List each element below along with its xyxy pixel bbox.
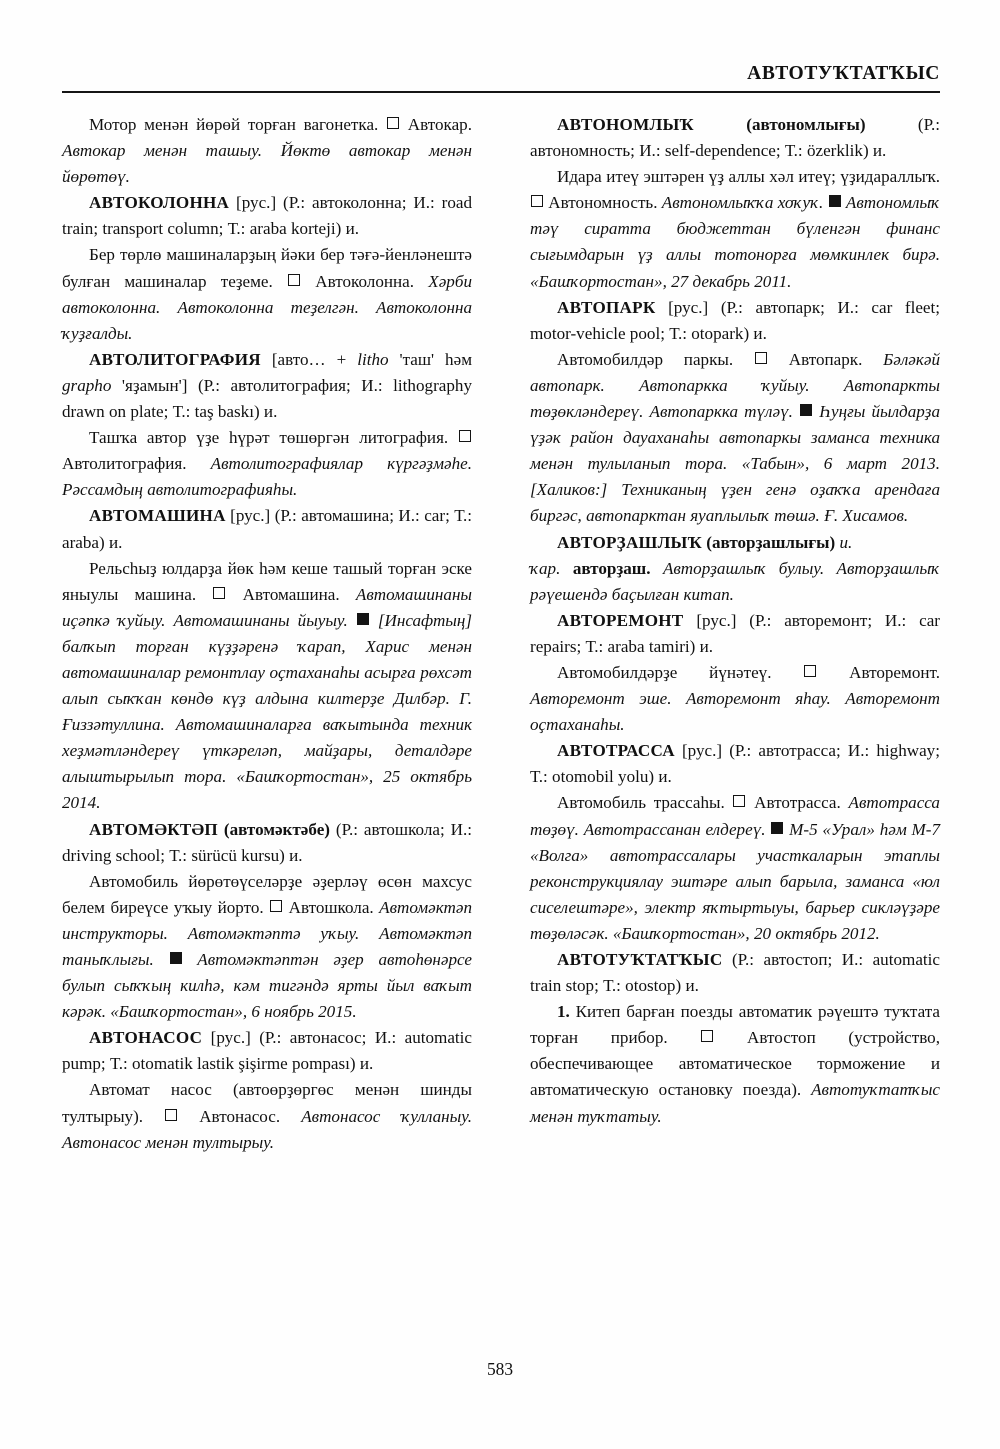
gloss-block: (Р.: автолитография; И.: lithography drawn on plate; Т.: taş baskı) и. — [62, 375, 472, 422]
source-tag: [рус.] — [681, 741, 723, 761]
filled-square-marker — [170, 952, 182, 964]
definition-text: Рельсһыҙ юлдарҙа йөк һәм кеше ташый торған эске яныулы машина. Автомашина. Автомашинаны иҫәпкә ҡуйыу. Автомашинаны йыуыу. — [62, 558, 472, 630]
entry-continuation-avtokar — [62, 112, 472, 190]
usage-example: Автокар менән ташыу. Йөктө автокар менән йөрөтөү. — [62, 141, 472, 187]
inflected-form: (автономлығы) — [746, 115, 866, 134]
usage-example: Автономлыҡҡа хоҡуҡ. — [661, 193, 824, 213]
usage-example: Автотуҡтатҡыс менән туҡтатыу. — [530, 1080, 940, 1126]
gloss-block: (Р.: автошкола; И.: driving school; Т.: sürücü kursu) и. — [62, 819, 472, 865]
open-square-marker — [755, 352, 767, 364]
source-tag: [рус.] — [668, 297, 709, 317]
usage-example: Авторемонт эше. Авторемонт яһау. Авторемонт оҫтаханаһы. — [530, 689, 940, 735]
definition-text: Китеп барған поезды автоматик рәүештә туҡтата торған прибор. Автостоп (устройство, обеспечивающее автоматическое торможение и автоматическую остановку поезда). Автотуҡтатҡыс менән туҡтатыу. — [530, 1002, 940, 1126]
usage-example: Автомәктәп инструкторы. Автомәктәптә уҡыу. Автомәктәп таныҡлығы. — [62, 897, 472, 969]
headword: АВТОПАРК — [557, 297, 656, 317]
headword: АВТОНОМЛЫҠ — [557, 115, 694, 134]
headword: АВТОКОЛОННА — [89, 193, 230, 213]
open-square-marker — [288, 274, 300, 286]
column-container — [62, 112, 940, 1337]
entry-avtokolonna-head — [62, 190, 472, 242]
citation-text: [Инсафтың] балҡып торған күҙҙәренә ҡарап, Харис менән автомашиналар ремонтлау оҫтаханаһы асырға рөхсәт алып сыҡҡан көндө күҙ алдына килтерҙе Дилбәр. Г. Ғиззәтуллина. Автомашиналарға ваҡытында техник хеҙмәтләндереү үткәреләп, майҙары, деталдәре алыштырылып тора. «Башҡортостан», 25 октябрь 2014. — [62, 610, 473, 813]
source-tag: [рус.] — [210, 1028, 251, 1048]
entry-avtotrassa-definition — [530, 790, 940, 947]
headword: АВТОМӘКТӘП — [89, 819, 218, 839]
usage-example: Автолитографиялар күргәҙмәһе. Рәссамдың автолитографияһы. — [62, 454, 472, 500]
definition-text: Бер төрлө машиналарҙың йәки бер тәғә-йенләнештә булған машиналар теҙеме. Автоколонна. Хәрби автоколонна. Автоколонна теҙелгән. Автоколонна ҡуҙғалды. — [62, 245, 472, 343]
headword: АВТОМАШИНА — [89, 506, 226, 526]
open-square-marker — [701, 1030, 713, 1042]
entry-avtorzashlyk-definition — [530, 556, 940, 608]
inflected-form: (автомәктәбе) — [223, 819, 330, 839]
definition-text: Автомат насос (автоөрҙөргөс менән шинды тултырыу). Автонасос. Автонасос ҡулланыу. Автонасос менән тултырыу. — [62, 1080, 473, 1152]
running-head — [62, 62, 940, 96]
entry-avtonasos-head — [62, 1025, 472, 1077]
filled-square-marker — [771, 822, 783, 834]
etymology-block: [авто… + litho 'таш' һәм grapho 'яҙамын'] — [62, 349, 473, 395]
definition-text: Автомобиль йөрөтөүселәрҙе әҙерләү өсөн махсус белем биреүсе уҡыу йорто. Автошкола. Автомәктәп инструкторы. Автомәктәптә уҡыу. Автомәктәп таныҡлығы. — [62, 871, 472, 969]
entry-avtomekteb-definition — [62, 869, 472, 1026]
open-square-marker — [387, 117, 399, 129]
column-right — [530, 112, 940, 1337]
entry-avtotuktatkys-head — [530, 947, 940, 999]
entry-avtorzashlyk-head — [530, 530, 940, 556]
definition-text: Автомобилдәрҙе йүнәтеү. Авторемонт. Авторемонт эше. Авторемонт яһау. Авторемонт оҫтаханаһы. — [530, 662, 940, 735]
headword: АВТОРЕМОНТ — [557, 610, 684, 630]
definition-text: Ташҡа автор үҙе һүрәт төшөргән литография. Автолитография. Автолитографиялар күргәҙмәһе. Рәссамдың автолитографияһы. — [62, 428, 472, 500]
headword: АВТОЛИТОГРАФИЯ — [89, 349, 261, 369]
gloss-block: (Р.: автономность; И.: self-dependence; Т.: özerklik) и. — [530, 115, 940, 161]
entry-avtonasos-definition — [62, 1077, 472, 1155]
source-tag: [рус.] — [696, 610, 737, 630]
page-number: 583 — [486, 1359, 514, 1379]
gloss-block: (Р.: автостоп; И.: automatic train stop; Т.: otostop) и. — [530, 950, 940, 996]
entry-avtomashina-definition — [62, 556, 472, 817]
definition-text: Автомобилдәр паркы. Автопарк. Бәләкәй автопарк. Автопаркка ҡуйыу. Автопаркты төҙөкләндереү. Автопаркка түләү. — [530, 349, 940, 422]
entry-avtotrassa-head — [530, 738, 940, 790]
headword: АВТОТУҠТАТҠЫС — [557, 950, 723, 969]
entry-avtoremont-definition — [530, 660, 940, 738]
entry-avtopark-definition — [530, 347, 940, 530]
gloss-block: (Р.: автотрасса; И.: highway; Т.: otomobil yolu) и. — [530, 741, 940, 787]
crossref-label: ҡар. — [530, 558, 561, 578]
filled-square-marker — [800, 404, 812, 416]
gloss-block: (Р.: авторемонт; И.: car repairs; Т.: araba tamiri) и. — [530, 610, 940, 656]
definition-text: Идара итеү эштәрен үҙ аллы хәл итеү; үҙидараллыҡ. Автономность. Автономлыҡҡа хоҡуҡ. — [530, 167, 940, 212]
usage-example: Автомашинаны иҫәпкә ҡуйыу. Автомашинаны йыуыу. — [62, 584, 472, 630]
usage-example: Бәләкәй автопарк. Автопаркка ҡуйыу. Автопаркты төҙөкләндереү. Автопаркка түләү. — [530, 349, 940, 422]
open-square-marker — [459, 430, 471, 442]
crossref-word: авторҙаш. — [572, 558, 651, 578]
entry-avtolitografiya-head — [62, 347, 472, 425]
citation-text: Автономлыҡ тәү сиратта бюджеттан бүленгән финанс сығымдарын үҙ аллы тотонорға мөмкинлек бирә. «Башҡортостан», 27 декабрь 2011. — [530, 193, 941, 291]
gloss-block: (Р.: автонасос; И.: automatic pump; Т.: otomatik lastik şişirme pompası) и. — [62, 1028, 473, 1074]
citation-text: Һуңғы йылдарҙа үҙәк район дауаханаһы автопаркы заманса техника менән тулыланып тора. «Табын», 6 март 2013. [Халиков:] Техниканың үҙен генә оҙаҡҡа арендаға биргәс, автопарктан яуаплылыҡ төшә. Ғ. Хисамов. — [530, 402, 941, 526]
entry-avtokolonna-definition — [62, 242, 472, 346]
usage-example: Автотрасса төҙөү. Автотрассанан елдереү. — [530, 793, 940, 839]
filled-square-marker — [829, 195, 841, 207]
entry-avtomekteb-head — [62, 817, 472, 869]
part-of-speech: и. — [839, 532, 853, 552]
entry-avtonomlyk-head — [530, 112, 940, 164]
citation-text: М-5 «Урал» һәм М-7 «Волга» автотрассалары участкаларын этаплы реконструкциялау эштәре алып барыла, заманса «юл сиселештәре», электр яҡтыртыуы, барьер сикләүҙәре төҙөләсәк. «Башҡортостан», 20 октябрь 2012. — [530, 819, 941, 943]
column-left — [62, 112, 472, 1337]
sense-number: 1. — [557, 1002, 570, 1022]
inflected-form: (авторҙашлығы) — [706, 532, 836, 552]
usage-example: Автонасос ҡулланыу. Автонасос менән тултырыу. — [62, 1106, 473, 1152]
entry-avtomashina-head — [62, 503, 472, 555]
gloss-block: (Р.: автоколонна; И.: road train; transport column; Т.: araba korteji) и. — [62, 193, 473, 239]
usage-example: Хәрби автоколонна. Автоколонна теҙелгән. Автоколонна ҡуҙғалды. — [62, 271, 472, 343]
headword: АВТОРҘАШЛЫҠ — [557, 532, 703, 552]
headword: АВТОНАСОС — [89, 1028, 203, 1048]
headword: АВТОТРАССА — [557, 741, 675, 761]
sense-text: Мотор менән йөрөй торған вагонетка. Автокар. Автокар менән ташыу. Йөктө автокар менән йөрөтөү. — [62, 115, 472, 187]
filled-square-marker — [357, 613, 369, 625]
running-head-title: АВТОТУҠТАТҠЫС — [747, 63, 940, 84]
entry-avtopark-head — [530, 295, 940, 347]
source-tag: [рус.] — [230, 506, 271, 526]
open-square-marker — [804, 665, 816, 677]
definition-text: Авторҙашлыҡ булыу. Авторҙашлыҡ рәүешендә баҫылған китап. — [530, 558, 940, 604]
etymon-word: litho — [357, 349, 389, 369]
running-head-rule — [62, 91, 940, 93]
open-square-marker — [213, 587, 225, 599]
citation-text: Автомәктәптән әҙер автоһөнәрсе булып сыҡҡың килһә, кәм тигәндә ярты йыл ваҡыт кәрәк. «Башҡортостан», 6 ноябрь 2015. — [62, 950, 472, 1022]
open-square-marker — [270, 900, 282, 912]
open-square-marker — [733, 795, 745, 807]
entry-avtotuktatkys-sense-1 — [530, 999, 940, 1129]
etymon-word: grapho — [62, 375, 112, 395]
entry-avtonomlyk-definition — [530, 164, 940, 294]
gloss-block: (Р.: автомашина; И.: car; Т.: araba) и. — [62, 506, 472, 552]
definition-text: Автомобиль трассаһы. Автотрасса. Автотрасса төҙөү. Автотрассанан елдереү. — [530, 793, 940, 839]
folio — [0, 1358, 1000, 1380]
gloss-block: (Р.: автопарк; И.: car fleet; motor-vehicle pool; Т.: otopark) и. — [530, 297, 941, 343]
entry-avtolitografiya-definition — [62, 425, 472, 503]
open-square-marker — [531, 195, 543, 207]
entry-avtoremont-head — [530, 608, 940, 660]
open-square-marker — [165, 1109, 177, 1121]
source-tag: [рус.] — [236, 193, 277, 213]
